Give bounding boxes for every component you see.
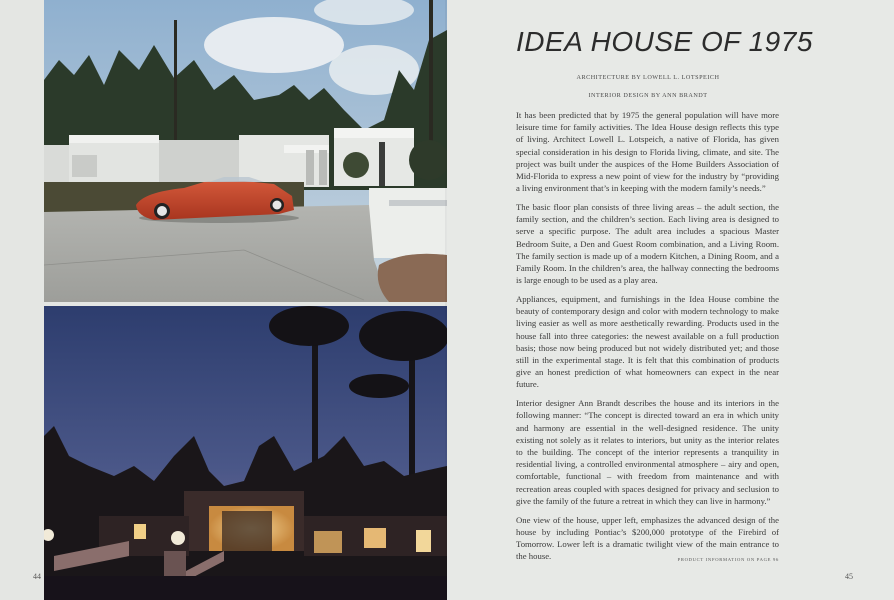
paragraph-photo-captions — [516, 514, 779, 563]
page-number-right: 45 — [845, 572, 853, 581]
paragraph-appliances: Appliances, equipment, and furnishings in the Idea House combine the beauty of contemporary design and color with modern technology to make living easier as well as more aesthetically rewarding. Products used in the house fall into three categories: the newest available on a full production basis; those now being produced but not widely distributed yet; and those still in the experimental stage. It is felt that this combination of products give an honest prediction of what homeowners can expect in the near future. — [516, 294, 779, 390]
interior-design-credit: INTERIOR DESIGN BY ANN BRANDT — [588, 92, 708, 99]
photo-daytime-house-with-car — [44, 0, 447, 302]
architecture-credit: ARCHITECTURE BY LOWELL L. LOTSPEICH — [576, 74, 720, 81]
article-body — [516, 109, 779, 569]
article-title: IDEA HOUSE OF 1975 — [516, 26, 813, 57]
paragraph-interior-designer: Interior designer Ann Brandt describes the house and its interiors in the following manner: “The concept is directed toward an era in which unity and harmony are essential in the well-designed residence. The unity existing not solely as it relates to interiors, but unity as the interior relates to the building. The concept of the interior represents a tranquility in residential living, a controlled environmental atmosphere – airy and open, comfortable, functional – with freedom from maintenance and with recreation areas coupled with spaces designed for privacy and seclusion to give the family of the future a retreat in which they can live in harmony.” — [516, 398, 779, 506]
product-information-note: PRODUCT INFORMATION ON PAGE 96 — [677, 557, 779, 563]
page-number-left: 44 — [33, 572, 41, 581]
paragraph-intro: It has been predicted that by 1975 the general population will have more leisure time for family activities. The Idea House design reflects this type of living. Architect Lowell L. Lotspeich, a native of Florida, has given special consideration in his design to Florida living, climate, and site. The project was built under the auspices of the Home Builders Association of Mid-Florida to express a new point of view for the industry by “providing a living environment that’s in keeping with the modern family’s needs.” — [516, 110, 779, 194]
caption-text: One view of the house, upper left, emphasizes the advanced design of the house by including Pontiac’s $200,000 prototype of the Firebird of Tomorrow. Lower left is a dramatic twilight view of the main entrance to the house. — [516, 514, 779, 562]
paragraph-floor-plan: The basic floor plan consists of three living areas – the adult section, the family section, and the children’s section. Each living area is designed to serve a specific purpose. The adult area includes a spacious Master Bedroom Suite, a Den and Guest Room combination, and a Living Room. The family section is made up of a modern Kitchen, a Dining Room, and a Family Room. In the children’s area, the hallway connecting the bedrooms is large enough to be used as a play area. — [516, 202, 779, 286]
photo-twilight-entrance — [44, 306, 447, 600]
